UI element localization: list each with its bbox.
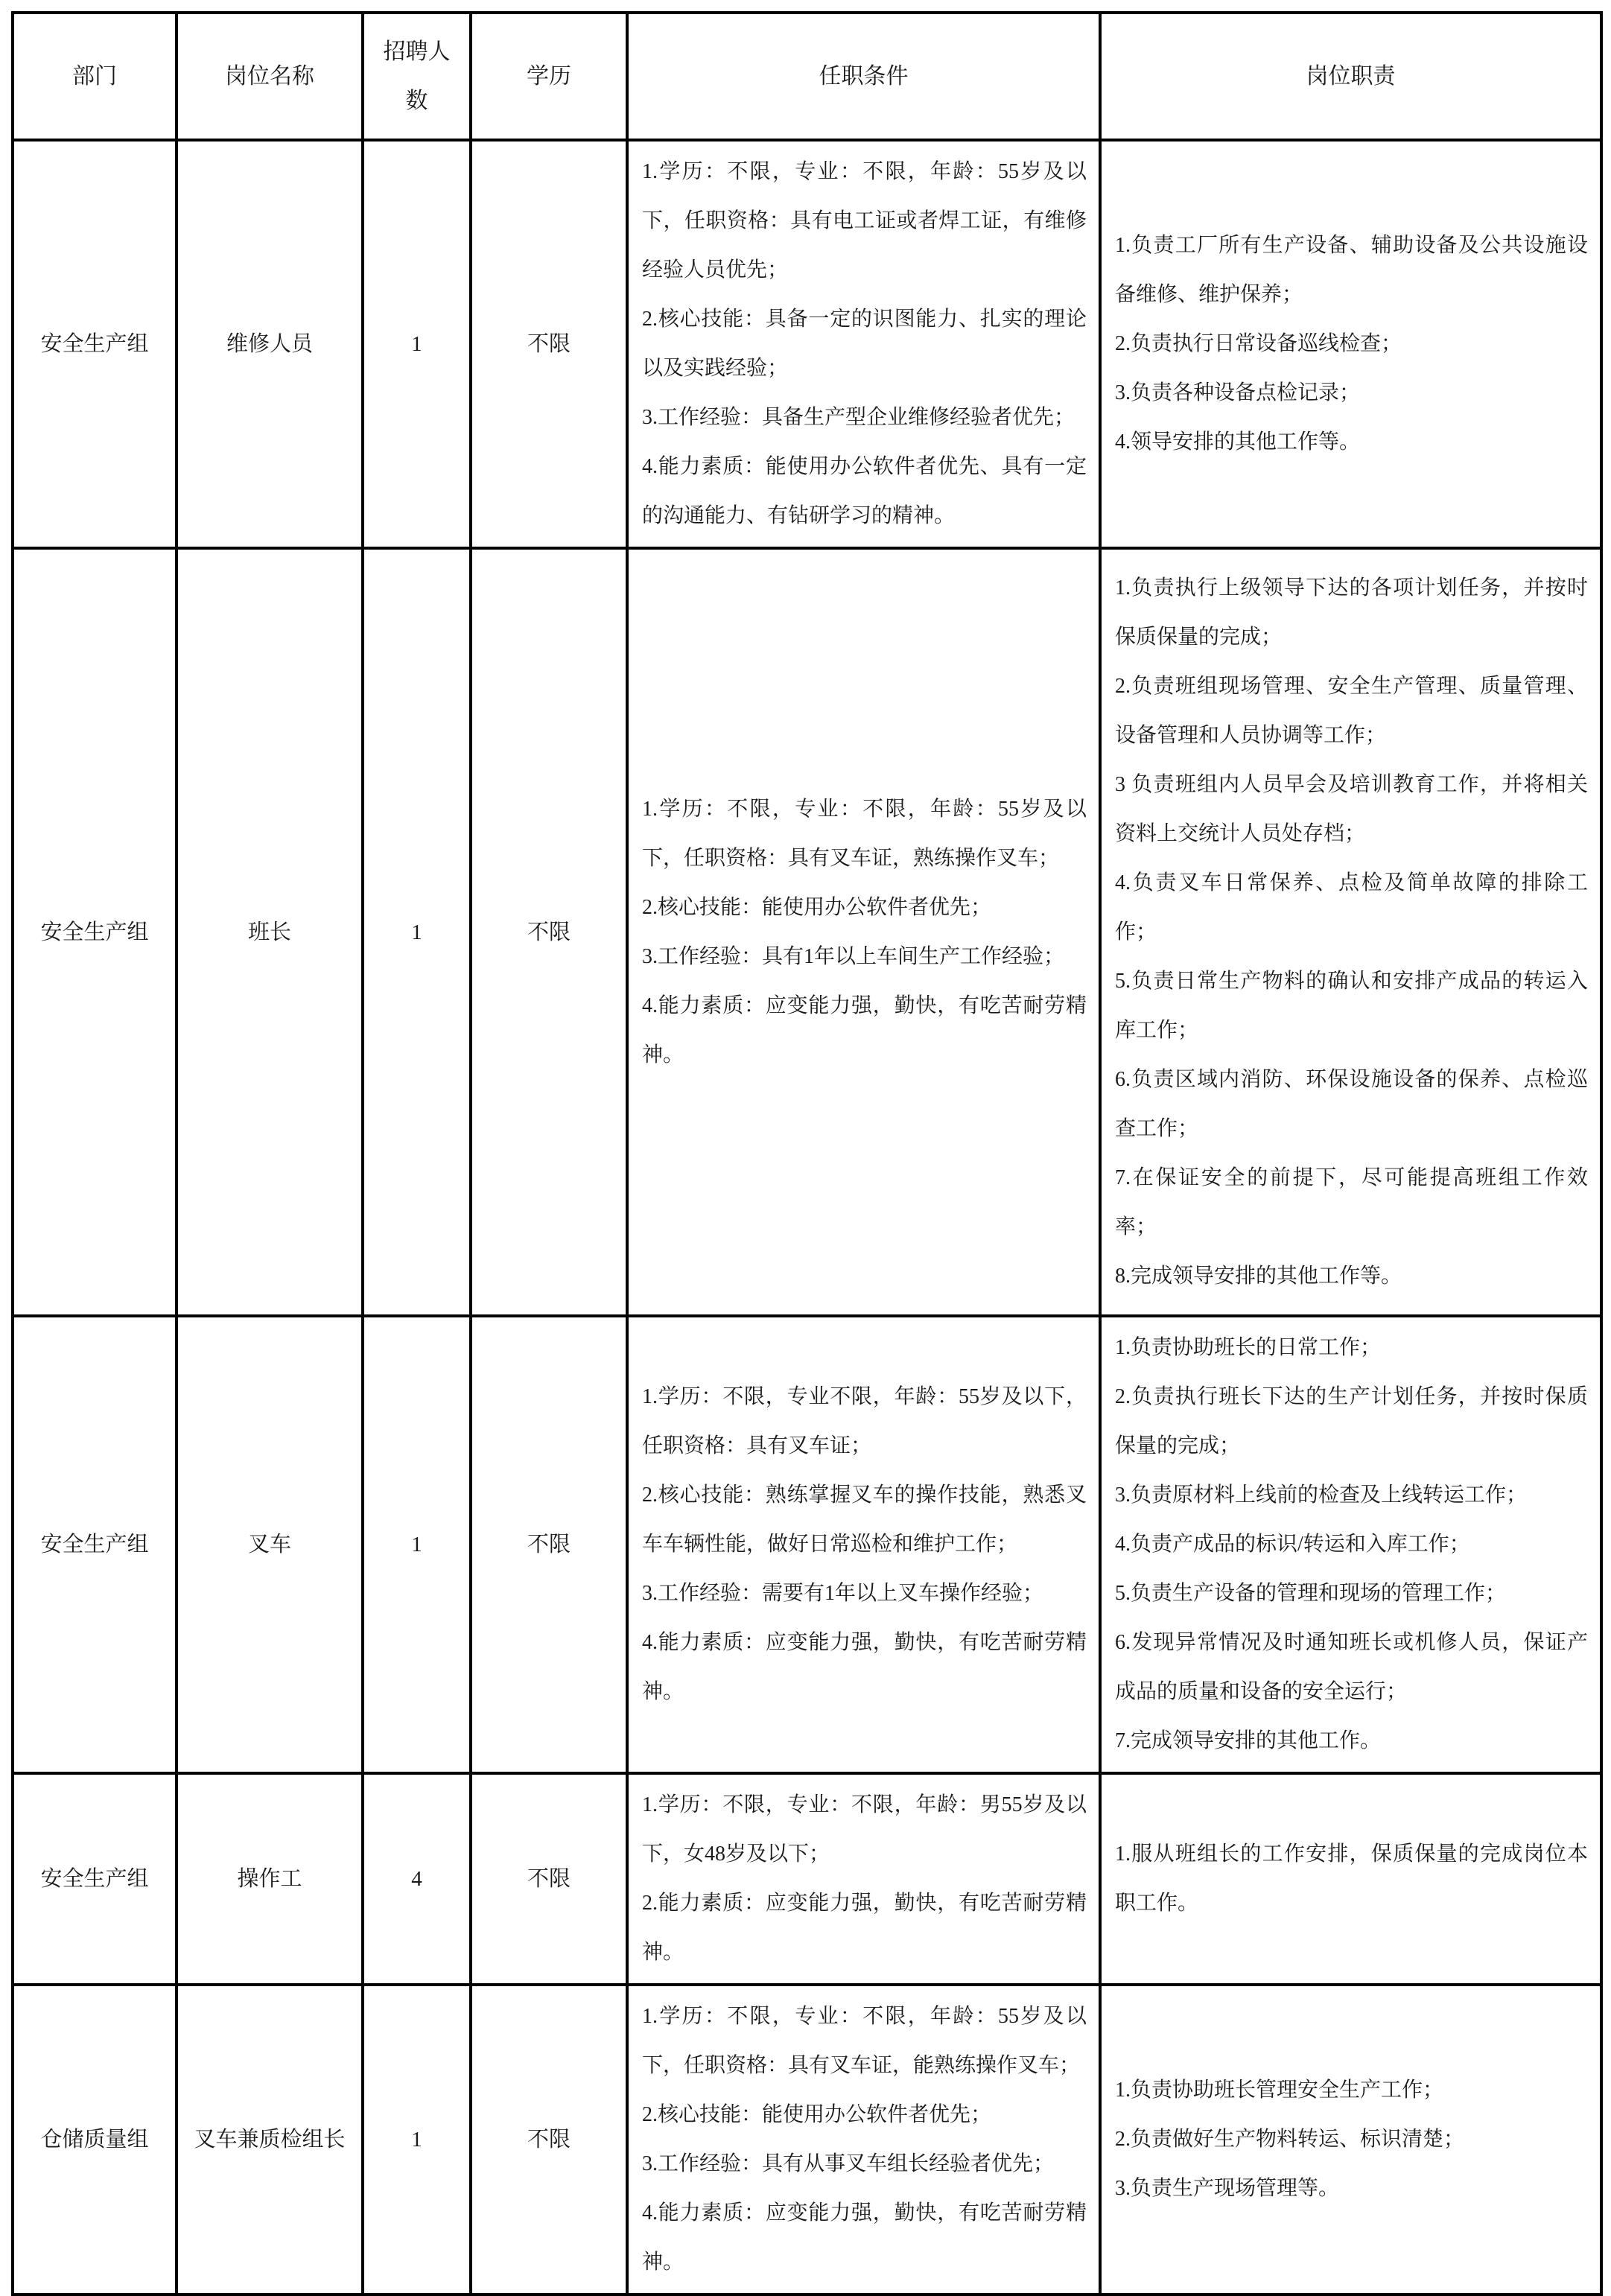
text-line: 2.核心技能：能使用办公软件者优先； <box>642 2103 992 2126</box>
text-line: 1.学历：不限，专业：不限，年龄：55岁及以下，任职资格：具有叉车证，熟练操作叉车； <box>642 797 1087 870</box>
text-line: 7.完成领导安排的其他工作。 <box>1115 1729 1382 1752</box>
text-line: 8.完成领导安排的其他工作等。 <box>1115 1264 1402 1288</box>
text-line: 2.核心技能：具备一定的识图能力、扎实的理论以及实践经验； <box>642 308 1087 380</box>
header-requirements: 任职条件 <box>627 13 1100 140</box>
text-line: 4.能力素质：应变能力强，勤快，有吃苦耐劳精神。 <box>642 993 1087 1066</box>
text-line: 5.负责日常生产物料的确认和安排产成品的转运入库工作； <box>1115 969 1588 1042</box>
cell-department: 安全生产组 <box>13 1773 177 1985</box>
text-line: 3.工作经验：需要有1年以上叉车操作经验； <box>642 1582 1044 1605</box>
cell-requirements <box>627 1773 1100 1985</box>
text-line: 3.工作经验：具备生产型企业维修经验者优先； <box>642 406 1075 429</box>
header-headcount: 招聘人数 <box>363 13 471 140</box>
text-line: 6.发现异常情况及时通知班长或机修人员，保证产成品的质量和设备的安全运行； <box>1115 1631 1588 1703</box>
cell-education: 不限 <box>471 548 627 1316</box>
text-line: 4.负责叉车日常保养、点检及简单故障的排除工作； <box>1115 871 1588 944</box>
table-row <box>13 1985 1601 2295</box>
text-line: 5.负责生产设备的管理和现场的管理工作； <box>1115 1582 1507 1605</box>
text-line: 4.能力素质：能使用办公软件者优先、具有一定的沟通能力、有钻研学习的精神。 <box>642 455 1087 527</box>
text-line: 4.负责产成品的标识/转运和入库工作； <box>1115 1533 1470 1556</box>
text-line: 3.工作经验：具有从事叉车组长经验者优先； <box>642 2152 1055 2175</box>
text-line: 6.负责区域内消防、环保设施设备的保养、点检巡查工作； <box>1115 1067 1588 1140</box>
cell-department: 仓储质量组 <box>13 1985 177 2295</box>
header-education: 学历 <box>471 13 627 140</box>
text-line: 2.能力素质：应变能力强，勤快，有吃苦耐劳精神。 <box>642 1892 1087 1964</box>
header-position: 岗位名称 <box>177 13 363 140</box>
text-line: 7.在保证安全的前提下，尽可能提高班组工作效率； <box>1115 1166 1588 1238</box>
text-line: 1.负责执行上级领导下达的各项计划任务，并按时保质保量的完成； <box>1115 576 1588 649</box>
cell-department: 安全生产组 <box>13 548 177 1316</box>
cell-education: 不限 <box>471 140 627 548</box>
text-line: 1.负责协助班长管理安全生产工作； <box>1115 2079 1444 2102</box>
header-duties: 岗位职责 <box>1100 13 1601 140</box>
cell-requirements <box>627 140 1100 548</box>
text-line: 3.负责生产现场管理等。 <box>1115 2177 1340 2200</box>
text-line: 1.负责工厂所有生产设备、辅助设备及公共设施设备维修、维护保养； <box>1115 234 1588 306</box>
text-line: 1.学历：不限，专业：不限，年龄：男55岁及以下，女48岁及以下； <box>642 1793 1087 1866</box>
cell-duties <box>1100 140 1601 548</box>
cell-duties <box>1100 548 1601 1316</box>
cell-headcount: 1 <box>363 1316 471 1773</box>
table-row <box>13 140 1601 548</box>
text-line: 1.学历：不限，专业：不限，年龄：55岁及以下，任职资格：具有电工证或者焊工证，有维修经验人员优先； <box>642 160 1087 282</box>
text-line: 1.负责协助班长的日常工作； <box>1115 1336 1382 1359</box>
cell-duties <box>1100 1985 1601 2295</box>
text-line: 3.负责原材料上线前的检查及上线转运工作； <box>1115 1484 1528 1507</box>
table-header-row <box>13 13 1601 140</box>
cell-headcount: 4 <box>363 1773 471 1985</box>
text-line: 2.核心技能：熟练掌握叉车的操作技能，熟悉叉车车辆性能，做好日常巡检和维护工作； <box>642 1484 1087 1556</box>
header-department: 部门 <box>13 13 177 140</box>
cell-position: 叉车兼质检组长 <box>177 1985 363 2295</box>
text-line: 3 负责班组内人员早会及培训教育工作，并将相关资料上交统计人员处存档； <box>1115 772 1588 845</box>
text-line: 1.服从班组长的工作安排，保质保量的完成岗位本职工作。 <box>1115 1842 1588 1915</box>
text-line: 2.负责执行日常设备巡线检查； <box>1115 332 1402 355</box>
cell-duties <box>1100 1316 1601 1773</box>
text-line: 4.领导安排的其他工作等。 <box>1115 430 1361 454</box>
text-line: 4.能力素质：应变能力强，勤快，有吃苦耐劳精神。 <box>642 1631 1087 1703</box>
text-line: 2.核心技能：能使用办公软件者优先； <box>642 895 992 919</box>
text-line: 1.学历：不限，专业：不限，年龄：55岁及以下，任职资格：具有叉车证，能熟练操作叉车； <box>642 2005 1087 2077</box>
cell-requirements <box>627 1316 1100 1773</box>
text-line: 2.负责执行班长下达的生产计划任务，并按时保质保量的完成； <box>1115 1385 1588 1457</box>
cell-requirements <box>627 548 1100 1316</box>
table-row <box>13 1773 1601 1985</box>
cell-position: 维修人员 <box>177 140 363 548</box>
cell-department: 安全生产组 <box>13 1316 177 1773</box>
cell-position: 班长 <box>177 548 363 1316</box>
cell-position: 操作工 <box>177 1773 363 1985</box>
cell-requirements <box>627 1985 1100 2295</box>
text-line: 3.负责各种设备点检记录； <box>1115 381 1361 404</box>
cell-position: 叉车 <box>177 1316 363 1773</box>
recruitment-table <box>11 11 1603 2296</box>
text-line: 2.负责班组现场管理、安全生产管理、质量管理、设备管理和人员协调等工作； <box>1115 674 1588 747</box>
cell-education: 不限 <box>471 1773 627 1985</box>
cell-department: 安全生产组 <box>13 140 177 548</box>
text-line: 3.工作经验：具有1年以上车间生产工作经验； <box>642 944 1065 968</box>
cell-headcount: 1 <box>363 140 471 548</box>
cell-duties <box>1100 1773 1601 1985</box>
cell-education: 不限 <box>471 1316 627 1773</box>
text-line: 2.负责做好生产物料转运、标识清楚； <box>1115 2128 1465 2151</box>
table-row <box>13 1316 1601 1773</box>
cell-education: 不限 <box>471 1985 627 2295</box>
text-line: 4.能力素质：应变能力强，勤快，有吃苦耐劳精神。 <box>642 2201 1087 2274</box>
cell-headcount: 1 <box>363 548 471 1316</box>
cell-headcount: 1 <box>363 1985 471 2295</box>
table-row <box>13 548 1601 1316</box>
text-line: 1.学历：不限，专业不限，年龄：55岁及以下，任职资格：具有叉车证； <box>642 1385 1087 1457</box>
